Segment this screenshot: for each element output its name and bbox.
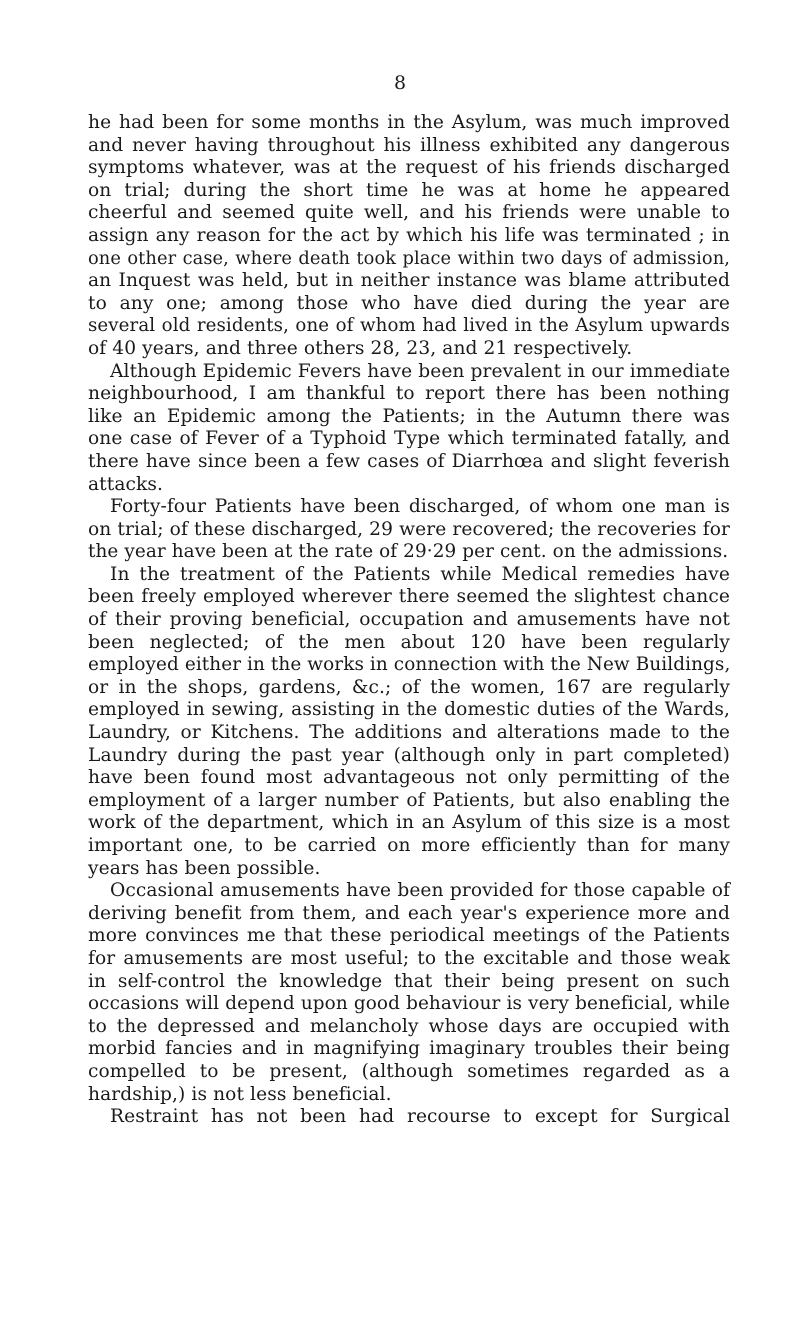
text-line: symptoms whatever, was at the request of his friends discharged — [88, 157, 730, 179]
text-line: to any one; among those who have died during the year are — [88, 292, 730, 314]
text-line: in self-control the knowledge that their being present on such — [88, 970, 730, 992]
text-line: to the depressed and melancholy whose days are occupied with — [88, 1015, 730, 1037]
text-line: been neglected; of the men about 120 have been regularly — [88, 631, 730, 653]
text-line: deriving benefit from them, and each year's experience more and — [88, 902, 730, 924]
text-line: on trial; during the short time he was at home he appeared — [88, 179, 730, 201]
text-line: like an Epidemic among the Patients; in the Autumn there was — [88, 405, 730, 427]
text-line: more convinces me that these periodical meetings of the Patients — [88, 925, 730, 947]
text-line: hardship,) is not less beneficial. — [88, 1083, 392, 1105]
text-line: one other case, where death took place within two days of admission, — [88, 247, 730, 269]
text-line: Laundry, or Kitchens. The additions and alterations made to the — [88, 722, 730, 744]
text-line: morbid fancies and in magnifying imaginary troubles their being — [88, 1038, 730, 1060]
text-line: occasions will depend upon good behaviour is very beneficial, while — [88, 993, 730, 1015]
text-line: or in the shops, gardens, &c.; of the women, 167 are regularly — [88, 676, 730, 698]
text-line: attacks. — [88, 473, 164, 495]
text-line: important one, to be carried on more efficiently than for many — [88, 835, 730, 856]
text-line: he had been for some months in the Asylum, was much improved — [88, 112, 730, 133]
text-line: on trial; of these discharged, 29 were recovered; the recoveries for — [88, 518, 730, 540]
text-line: Occasional amusements have been provided for those capable of — [110, 880, 730, 902]
text-line: there have since been a few cases of Diarrhœa and slight feverish — [88, 450, 730, 472]
text-line: been freely employed wherever there seemed the slightest chance — [88, 586, 730, 608]
text-line: Forty-four Patients have been discharged, of whom one man is — [110, 496, 730, 518]
text-line: Restraint has not been had recourse to except for Surgical — [110, 1106, 730, 1128]
text-line: years has been possible. — [88, 857, 321, 879]
text-line: and never having throughout his illness exhibited any dangerous — [88, 134, 730, 156]
text-line: an Inquest was held, but in neither instance was blame attributed — [88, 270, 730, 292]
text-line: Although Epidemic Fevers have been prevalent in our immediate — [110, 360, 731, 382]
body-text — [88, 112, 730, 1129]
text-line: employed in sewing, assisting in the domestic duties of the Wards, — [88, 699, 730, 721]
text-line: neighbourhood, I am thankful to report there has been nothing — [88, 383, 730, 405]
text-line: assign any reason for the act by which his life was terminated ; in — [88, 224, 730, 246]
text-line: have been found most advantageous not only permitting of the — [88, 767, 730, 789]
text-line: one case of Fever of a Typhoid Type which terminated fatally, and — [88, 428, 730, 450]
text-line: employment of a larger number of Patients, but also enabling the — [88, 789, 730, 811]
text-line: employed either in the works in connection with the New Buildings, — [88, 654, 731, 676]
text-line: compelled to be present, (although sometimes regarded as a — [88, 1060, 730, 1082]
page-number: 8 — [393, 72, 407, 94]
text-line: for amusements are most useful; to the excitable and those weak — [88, 947, 730, 969]
text-line: In the treatment of the Patients while Medical remedies have — [110, 563, 730, 585]
text-line: Laundry during the past year (although only in part completed) — [88, 744, 730, 766]
text-line: work of the department, which in an Asylum of this size is a most — [88, 812, 730, 834]
text-line: the year have been at the rate of 29·29 per cent. on the admissions. — [88, 541, 729, 563]
text-line: of their proving beneficial, occupation and amusements have not — [88, 609, 730, 631]
text-line: several old residents, one of whom had lived in the Asylum upwards — [88, 315, 730, 337]
text-line: of 40 years, and three others 28, 23, and 21 respectively. — [88, 337, 633, 359]
text-line: cheerful and seemed quite well, and his friends were unable to — [88, 202, 730, 224]
